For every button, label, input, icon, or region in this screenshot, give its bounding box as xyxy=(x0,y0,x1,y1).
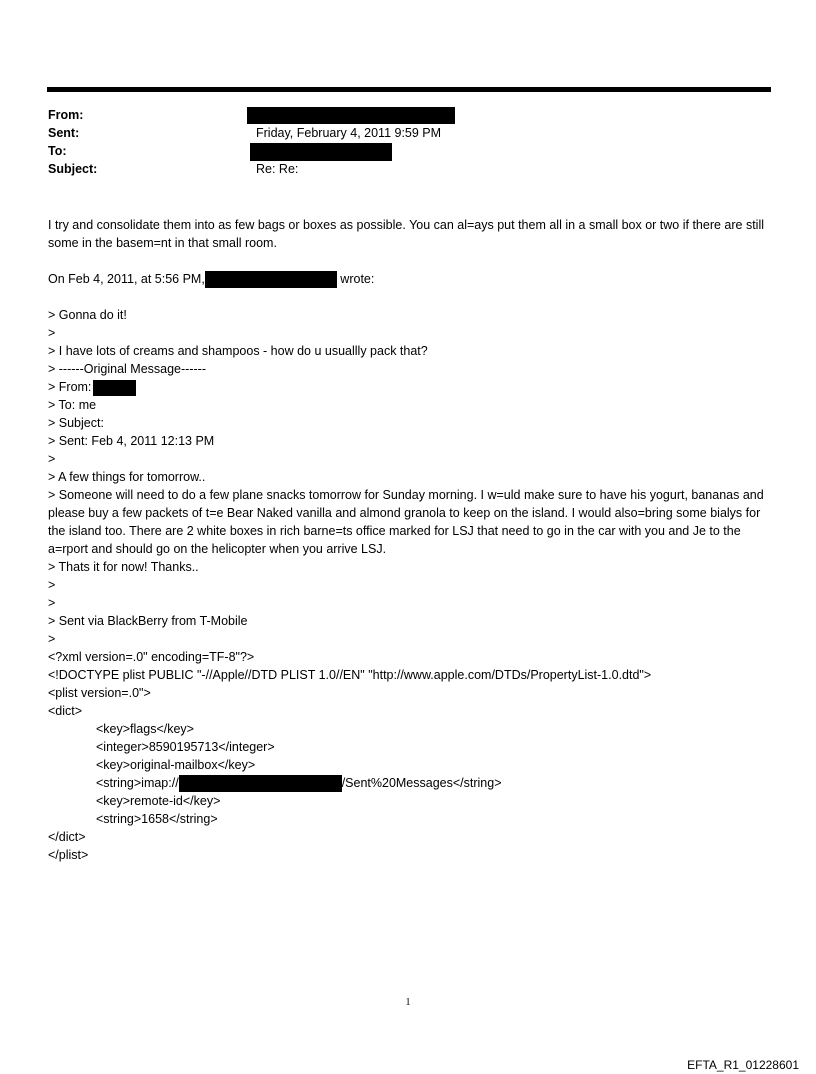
xml-imap-suffix: /Sent%20Messages</string> xyxy=(341,776,502,791)
quote-line: > xyxy=(48,596,56,611)
from-label: From: xyxy=(48,108,84,122)
quote-from-label: > From: xyxy=(48,380,92,395)
xml-line: <?xml version=.0" encoding=TF-8"?> xyxy=(48,650,255,665)
to-redaction xyxy=(250,143,392,161)
xml-line: </dict> xyxy=(48,830,86,845)
quote-paragraph: > Someone will need to do a few plane snacks tomorrow for Sunday morning. I w=uld make sure to have his yogurt, bananas and please buy a few packets of t=e Bear Naked vanilla and almond granola to keep on the island. I would also=bring some bialys for the island too. There are 2 white boxes in rich barne=ts office marked for LSJ that need to go in the car with you and Je to the a=rport and should go on the helicopter when you arrive LSJ. xyxy=(48,488,764,557)
xml-line: <!DOCTYPE plist PUBLIC "-//Apple//DTD PLIST 1.0//EN" "http://www.apple.com/DTDs/PropertyList-1.0.dtd"> xyxy=(48,668,652,683)
quote-line: > A few things for tomorrow.. xyxy=(48,470,206,485)
quote-attribution xyxy=(48,270,768,288)
sender-redaction xyxy=(205,271,337,288)
subject-value: Re: Re: xyxy=(256,162,299,176)
reply-paragraph: I try and consolidate them into as few bags or boxes as possible. You can al=ays put them all in a small box or two if there are still some in the basem=nt in that small room. xyxy=(48,218,765,250)
sent-label: Sent: xyxy=(48,126,80,140)
xml-line: <key>flags</key> xyxy=(96,722,194,737)
quote-from-redaction xyxy=(93,380,136,396)
quote-line: > Sent via BlackBerry from T-Mobile xyxy=(48,614,248,629)
imap-redaction xyxy=(179,775,342,792)
xml-line: <plist version=.0"> xyxy=(48,686,151,701)
email-body xyxy=(48,216,768,864)
page-number: 1 xyxy=(405,997,411,1008)
attribution-suffix: wrote: xyxy=(340,272,375,286)
quote-line: > Thats it for now! Thanks.. xyxy=(48,560,199,575)
quote-line: > To: me xyxy=(48,398,97,413)
from-redaction xyxy=(247,107,455,124)
xml-line: <key>remote-id</key> xyxy=(96,794,221,809)
xml-mailbox-line xyxy=(48,774,768,792)
subject-label: Subject: xyxy=(48,162,98,176)
xml-line: <string>1658</string> xyxy=(96,812,218,827)
to-label: To: xyxy=(48,144,67,158)
quote-line: > Subject: xyxy=(48,416,104,431)
quote-line: > Gonna do it! xyxy=(48,308,127,323)
xml-imap-prefix: <string>imap:// xyxy=(96,776,179,791)
xml-line: <dict> xyxy=(48,704,83,719)
quote-line: > xyxy=(48,632,56,647)
quote-line: > ------Original Message------ xyxy=(48,362,206,377)
quote-line: > xyxy=(48,326,56,341)
quote-line: > xyxy=(48,452,56,467)
xml-line: </plist> xyxy=(48,848,89,863)
xml-line: <integer>8590195713</integer> xyxy=(96,740,275,755)
quote-line: > I have lots of creams and shampoos - how do u usuallly pack that? xyxy=(48,344,428,359)
quote-line: > xyxy=(48,578,56,593)
quote-from-line xyxy=(48,378,768,396)
xml-line: <key>original-mailbox</key> xyxy=(96,758,256,773)
document-id: EFTA_R1_01228601 xyxy=(687,1058,799,1072)
attribution-prefix: On Feb 4, 2011, at 5:56 PM, xyxy=(48,272,205,286)
email-header xyxy=(48,106,748,178)
sent-value: Friday, February 4, 2011 9:59 PM xyxy=(256,126,442,140)
quote-line: > Sent: Feb 4, 2011 12:13 PM xyxy=(48,434,215,449)
header-rule xyxy=(47,87,771,92)
